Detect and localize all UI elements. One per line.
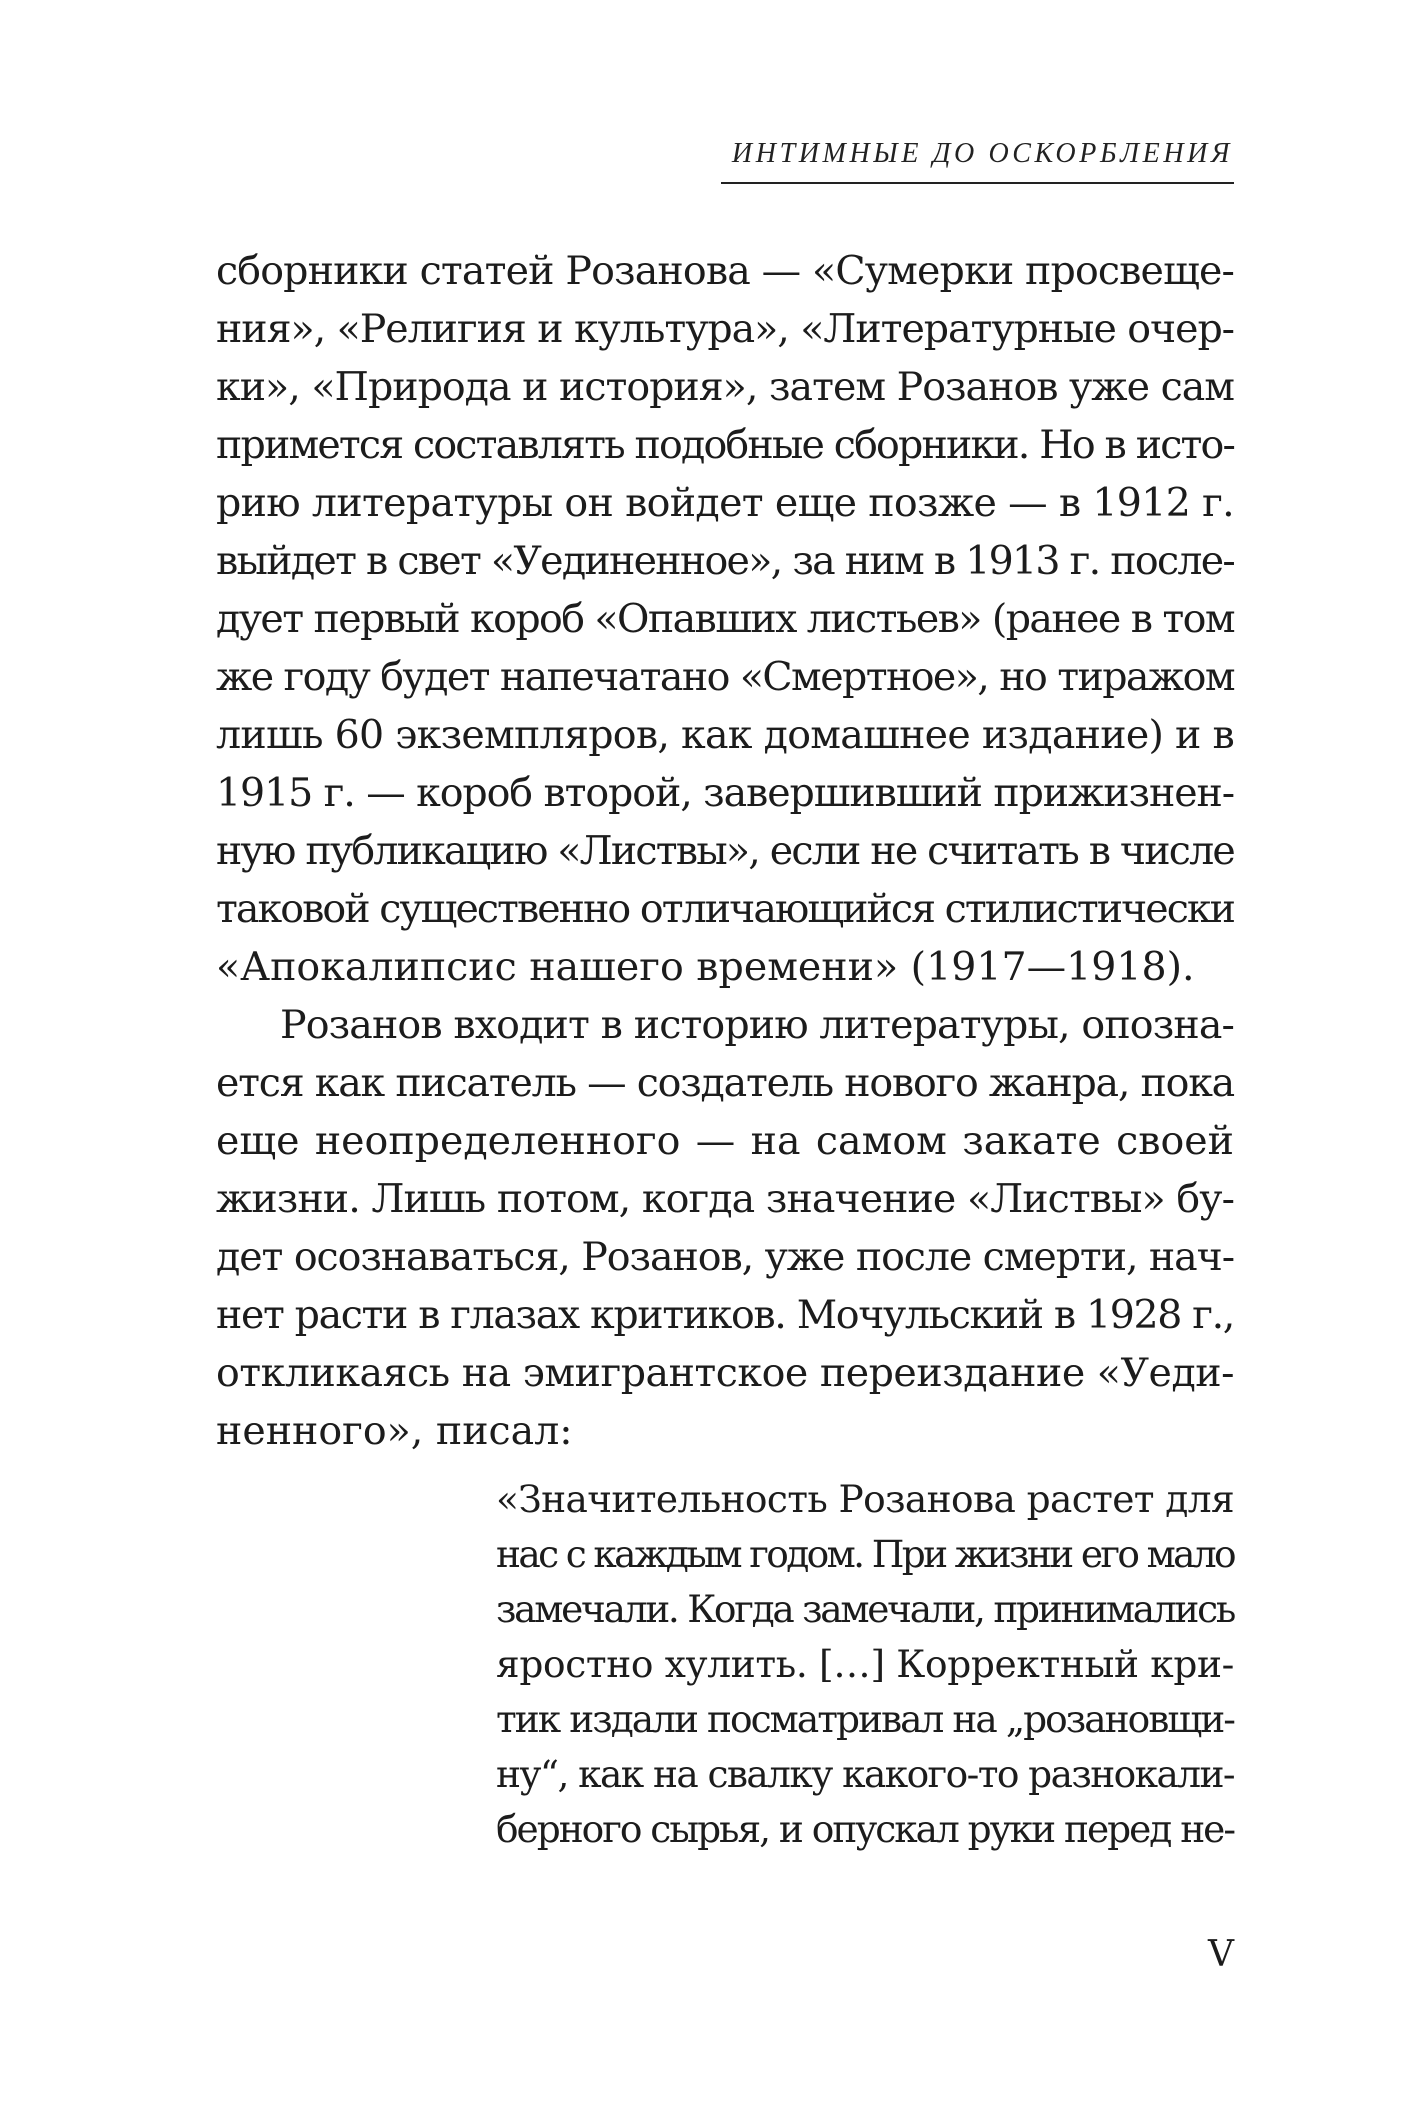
text-line: выйдет в свет «Уединенное», за ним в 1913 г. после- [216,538,1234,584]
text-line: откликаясь на эмигрантское переиздание «Уеди- [216,1350,1234,1396]
text-line: таковой существенно отличающийся стилистически [216,886,1234,932]
text-line: дует первый короб «Опавших листьев» (ранее в том [216,596,1234,642]
text-line: «Апокалипсис нашего времени» (1917—1918). [216,944,1195,990]
text-line: 1915 г. — короб второй, завершивший прижизнен- [216,770,1234,816]
quote-line: «Значительность Розанова растет для [496,1477,1234,1521]
quote-line: замечали. Когда замечали, принимались [496,1587,1234,1631]
body-text [216,242,1234,1460]
quote-line: ну“, как на свалку какого-то разнокали- [496,1752,1234,1796]
text-line: рию литературы он войдет еще позже — в 1912 г. [216,480,1234,526]
text-line: нет расти в глазах критиков. Мочульский в 1928 г., [216,1292,1234,1338]
text-line: примется составлять подобные сборники. Но в исто- [216,422,1234,468]
text-line: Розанов входит в историю литературы, опозна- [280,1002,1234,1048]
quote-line: яростно хулить. […] Корректный кри- [496,1642,1234,1686]
text-line: ки», «Природа и история», затем Розанов уже сам [216,364,1234,410]
text-line: ния», «Религия и культура», «Литературные очер- [216,306,1234,352]
running-head-rule [721,182,1234,184]
text-line: ется как писатель — создатель нового жанра, пока [216,1060,1234,1106]
text-line: ненного», писал: [216,1408,573,1454]
text-line: жизни. Лишь потом, когда значение «Листвы» бу- [216,1176,1234,1222]
running-head: ИНТИМНЫЕ ДО ОСКОРБЛЕНИЯ [731,138,1233,169]
text-line: сборники статей Розанова — «Сумерки просвеще- [216,248,1234,294]
text-line: лишь 60 экземпляров, как домашнее издание) и в [216,712,1234,758]
quote-line: тик издали посматривал на „розановщи- [496,1697,1234,1741]
block-quote [496,1472,1234,1857]
text-line: дет осознаваться, Розанов, уже после смерти, нач- [216,1234,1234,1280]
page-number: V [1208,1934,1234,1975]
text-line: же году будет напечатано «Смертное», но тиражом [216,654,1234,700]
quote-line: нас с каждым годом. При жизни его мало [496,1532,1234,1576]
text-line: еще неопределенного — на самом закате своей [216,1118,1234,1164]
quote-line: берного сырья, и опускал руки перед не- [496,1807,1234,1851]
text-line: ную публикацию «Листвы», если не считать в числе [216,828,1234,874]
